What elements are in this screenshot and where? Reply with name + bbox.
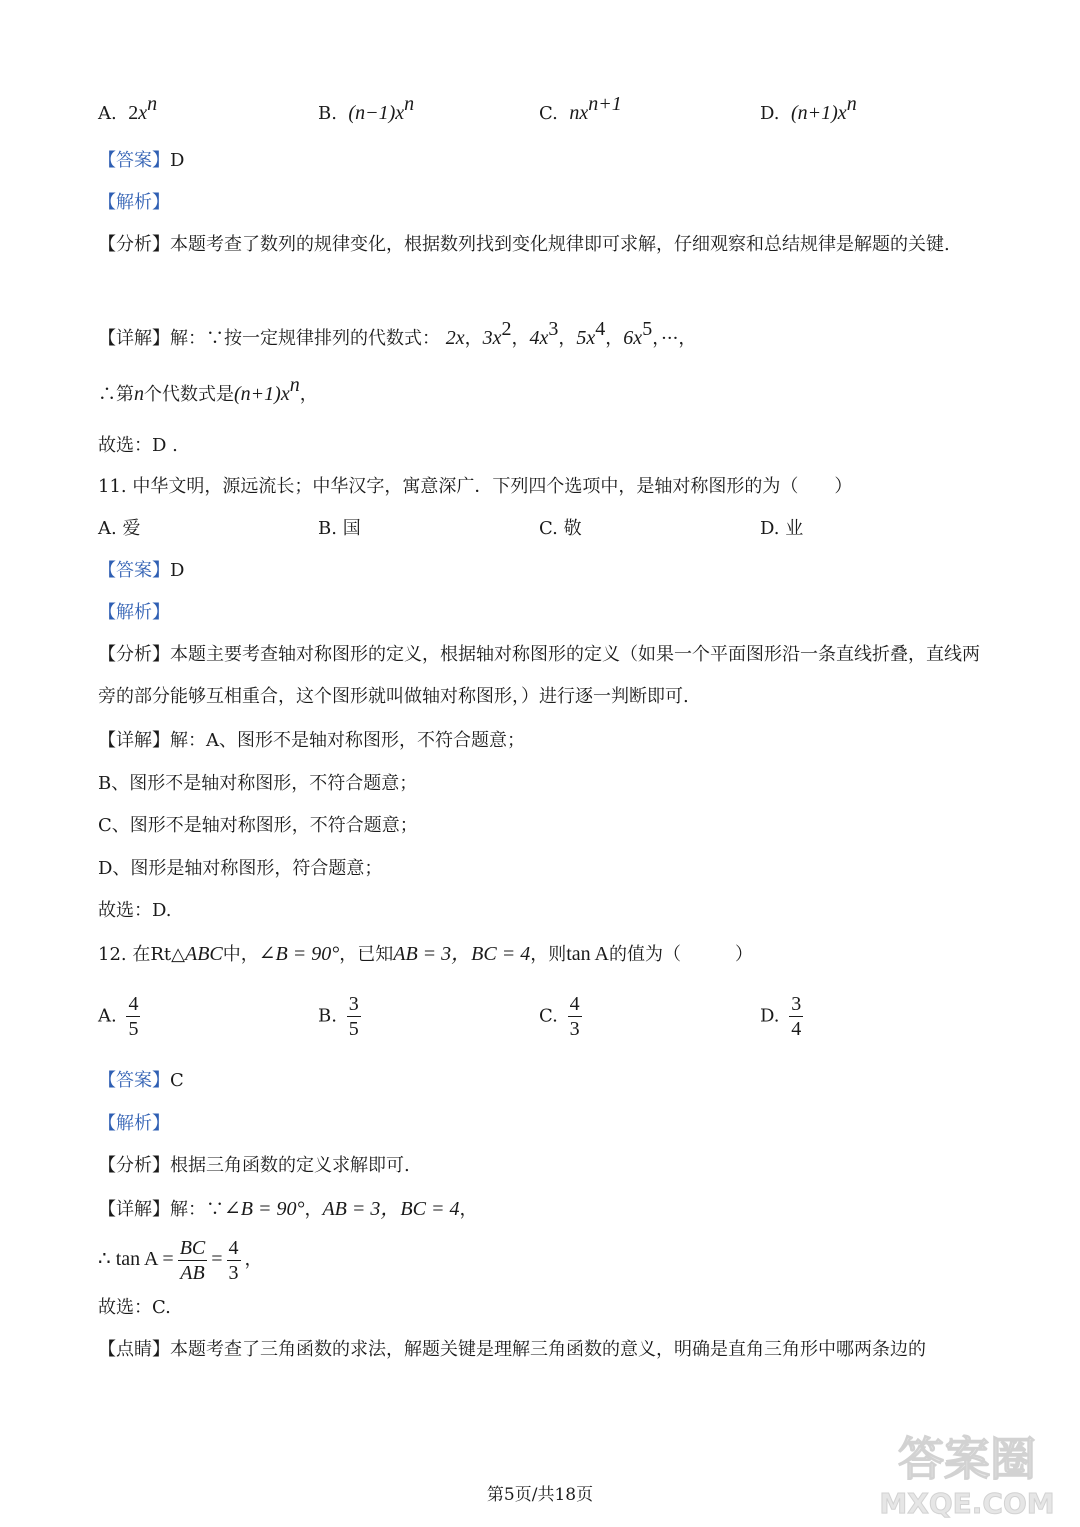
q11-xiangjie-1 bbox=[98, 728, 525, 754]
seq-term: 2x bbox=[445, 327, 465, 349]
xiangjie-line: C、图形不是轴对称图形，不符合题意； bbox=[98, 815, 418, 836]
watermark-line1: 答案圈 bbox=[898, 1432, 1036, 1486]
option-exp: n bbox=[147, 93, 158, 115]
seq-term: 5x bbox=[576, 327, 596, 349]
fraction-numerator: 4 bbox=[228, 1236, 239, 1259]
xiangjie-line: 解：A、图形不是轴对称图形，不符合题意； bbox=[170, 730, 525, 751]
answer-tag: 【答案】 bbox=[98, 560, 170, 581]
conclusion-end: ， bbox=[299, 384, 318, 405]
result-fraction bbox=[227, 1236, 241, 1285]
option-letter: D. bbox=[760, 103, 780, 124]
stem-part: 中， bbox=[222, 944, 259, 965]
xiangjie-line: B、图形不是轴对称图形，不符合题意； bbox=[98, 773, 418, 794]
q11-fenxi bbox=[98, 634, 983, 718]
dianjing-tag: 【点睛】 bbox=[98, 1339, 170, 1360]
seq-term: 3x bbox=[482, 327, 502, 349]
xiangjie-angle: ∠B = 90° bbox=[224, 1198, 305, 1220]
q11-xiangjie-3 bbox=[98, 813, 418, 839]
option-letter: A. bbox=[98, 518, 117, 539]
fraction-denominator: 5 bbox=[348, 1018, 359, 1040]
stem-tan: tan A bbox=[566, 943, 609, 965]
fraction-numerator: 3 bbox=[348, 993, 359, 1015]
q12-dianjing bbox=[98, 1337, 926, 1363]
option-letter: D. bbox=[760, 1005, 780, 1027]
therefore-prefix: ∴ tan A = bbox=[98, 1248, 174, 1270]
q12-jiexi bbox=[98, 1111, 170, 1137]
seq-exp: 3 bbox=[548, 318, 559, 340]
option-exp: n bbox=[404, 93, 415, 115]
q12-fenxi bbox=[98, 1153, 410, 1179]
option-text: 业 bbox=[785, 518, 804, 539]
option-letter: C. bbox=[539, 518, 558, 539]
q11-option-b bbox=[318, 516, 361, 542]
q11-answer bbox=[98, 558, 184, 584]
fraction-denominator: 5 bbox=[128, 1018, 139, 1040]
stem-triangle: ABC bbox=[184, 943, 223, 965]
option-var: x bbox=[837, 102, 847, 124]
q12-option-d bbox=[760, 992, 807, 1041]
fraction-denominator: 3 bbox=[228, 1261, 239, 1284]
fraction-denominator: AB bbox=[180, 1261, 205, 1284]
option-text: 敬 bbox=[563, 518, 582, 539]
answer-tag: 【答案】 bbox=[98, 1070, 170, 1091]
answer-value: D bbox=[170, 560, 185, 581]
seq-end: ，···， bbox=[652, 328, 697, 349]
option-coef: (n−1) bbox=[348, 102, 396, 124]
q12-option-b bbox=[318, 992, 365, 1041]
option-fraction bbox=[126, 992, 140, 1041]
jiexi-tag: 【解析】 bbox=[98, 602, 170, 623]
q10-option-c bbox=[539, 93, 622, 127]
q11-xiangjie-4 bbox=[98, 856, 382, 882]
conclusion-exp: n bbox=[289, 374, 300, 396]
stem-angle: ∠B = 90° bbox=[258, 943, 340, 965]
seq-term: 4x bbox=[529, 327, 549, 349]
choose-text: 故选：D . bbox=[98, 435, 178, 456]
option-fraction bbox=[568, 992, 582, 1041]
conclusion-mid: 个代数式是 bbox=[144, 384, 234, 405]
fraction-denominator: 4 bbox=[791, 1018, 802, 1040]
option-exp: n+1 bbox=[588, 93, 622, 115]
option-letter: B. bbox=[318, 103, 337, 124]
jiexi-tag: 【解析】 bbox=[98, 192, 170, 213]
option-fraction bbox=[789, 992, 803, 1041]
fenxi-text: 根据三角函数的定义求解即可. bbox=[170, 1155, 410, 1176]
answer-value: D bbox=[170, 150, 185, 171]
stem-sides: AB = 3，BC = 4 bbox=[393, 943, 531, 965]
answer-value: C bbox=[170, 1070, 184, 1091]
option-var: x bbox=[395, 102, 405, 124]
q11-jiexi bbox=[98, 600, 170, 626]
q10-option-b bbox=[318, 93, 415, 127]
q10-conclusion bbox=[98, 374, 318, 408]
choose-text: 故选：D. bbox=[98, 900, 172, 921]
xiangjie-prefix: 解：∵按一定规律排列的代数式： bbox=[170, 328, 440, 349]
option-var: x bbox=[579, 102, 589, 124]
q12-therefore bbox=[98, 1233, 263, 1286]
q11-stem bbox=[98, 474, 852, 500]
therefore-end: ， bbox=[244, 1249, 263, 1270]
conclusion-prefix: ∴第 bbox=[98, 384, 134, 405]
fenxi-tag: 【分析】 bbox=[98, 1155, 170, 1176]
jiexi-tag: 【解析】 bbox=[98, 1113, 170, 1134]
watermark-line2: MXQE.COM bbox=[879, 1487, 1055, 1520]
q11-option-d bbox=[760, 516, 803, 542]
q10-option-d bbox=[760, 93, 857, 127]
fenxi-tag: 【分析】 bbox=[98, 234, 170, 255]
q10-fenxi bbox=[98, 224, 983, 266]
fenxi-text: 本题主要考查轴对称图形的定义，根据轴对称图形的定义（如果一个平面图形沿一条直线折叠，直线两旁的部分能够互相重合，这个图形就叫做轴对称图形，）进行逐一判断即可. bbox=[98, 644, 980, 707]
fraction-numerator: 3 bbox=[791, 993, 802, 1015]
option-letter: B. bbox=[318, 518, 337, 539]
watermark-logo bbox=[872, 1413, 1062, 1523]
q11-option-a bbox=[98, 516, 140, 542]
seq-exp: 2 bbox=[501, 318, 512, 340]
q12-option-a bbox=[98, 992, 144, 1041]
xiangjie-line: D、图形是轴对称图形，符合题意； bbox=[98, 858, 383, 879]
option-letter: C. bbox=[539, 1005, 558, 1027]
option-var: x bbox=[138, 102, 148, 124]
q12-choose bbox=[98, 1295, 171, 1321]
seq-term: 6x bbox=[623, 327, 643, 349]
q10-answer bbox=[98, 148, 184, 174]
xiangjie-tag: 【详解】 bbox=[98, 328, 170, 349]
stem-part: 的值为（ ） bbox=[609, 944, 753, 965]
stem-part: ，已知 bbox=[339, 944, 394, 965]
q12-answer bbox=[98, 1068, 184, 1094]
option-letter: D. bbox=[760, 518, 780, 539]
fenxi-text: 本题考查了数列的规律变化，根据数列找到变化规律即可求解，仔细观察和总结规律是解题的关键. bbox=[170, 234, 950, 255]
conclusion-n: n bbox=[134, 383, 144, 405]
conclusion-expr: (n+1)x bbox=[234, 383, 290, 405]
answer-tag: 【答案】 bbox=[98, 150, 170, 171]
stem-text: 11. 中华文明，源远流长；中华汉字，寓意深广．下列四个选项中，是轴对称图形的为（ ） bbox=[98, 476, 853, 497]
q11-option-c bbox=[539, 516, 582, 542]
option-fraction bbox=[347, 992, 361, 1041]
q10-option-a bbox=[98, 93, 158, 127]
dianjing-text: 本题考查了三角函数的求法，解题关键是理解三角函数的意义，明确是直角三角形中哪两条边的 bbox=[170, 1339, 926, 1360]
option-letter: A. bbox=[98, 1005, 117, 1027]
equals-sign: = bbox=[211, 1248, 223, 1270]
q10-xiangjie: 【详解】解：∵按一定规律排列的代数式： 2x，$3x^2$，$4x^3$，$5x^4$，$6x^5$，···， bbox=[98, 318, 697, 349]
tan-fraction bbox=[178, 1236, 208, 1285]
option-letter: B. bbox=[318, 1005, 337, 1027]
q11-choose bbox=[98, 898, 172, 924]
xiangjie-values: AB = 3，BC = 4 bbox=[322, 1198, 460, 1220]
seq-exp: 4 bbox=[595, 318, 606, 340]
seq-exp: 5 bbox=[642, 318, 653, 340]
option-exp: n bbox=[846, 93, 857, 115]
q10-choose bbox=[98, 433, 178, 459]
choose-text: 故选：C. bbox=[98, 1297, 171, 1318]
option-coef: 2 bbox=[128, 102, 139, 124]
option-coef: n bbox=[569, 102, 580, 124]
option-letter: A. bbox=[98, 103, 117, 124]
q12-xiangjie bbox=[98, 1196, 477, 1223]
q10-jiexi bbox=[98, 190, 170, 216]
fraction-denominator: 3 bbox=[569, 1018, 580, 1040]
xiangjie-prefix: 解：∵ bbox=[170, 1199, 224, 1220]
q11-xiangjie-2 bbox=[98, 771, 417, 797]
stem-part: 12. 在Rt△ bbox=[98, 944, 185, 965]
xiangjie-end: ， bbox=[459, 1199, 478, 1220]
option-text: 爱 bbox=[122, 518, 141, 539]
fenxi-tag: 【分析】 bbox=[98, 644, 170, 665]
xiangjie-tag: 【详解】 bbox=[98, 1199, 170, 1220]
stem-part: ，则 bbox=[530, 944, 567, 965]
option-letter: C. bbox=[539, 103, 558, 124]
q12-option-c bbox=[539, 992, 586, 1041]
fraction-numerator: BC bbox=[179, 1236, 206, 1259]
xiangjie-tag: 【详解】 bbox=[98, 730, 170, 751]
option-text: 国 bbox=[342, 518, 361, 539]
q12-stem bbox=[98, 941, 753, 968]
fraction-numerator: 4 bbox=[128, 993, 139, 1015]
option-coef: (n+1) bbox=[790, 102, 838, 124]
page-number: 第5页/共18页 bbox=[486, 1485, 594, 1505]
fraction-numerator: 4 bbox=[569, 993, 580, 1015]
xiangjie-sep: ， bbox=[304, 1199, 323, 1220]
